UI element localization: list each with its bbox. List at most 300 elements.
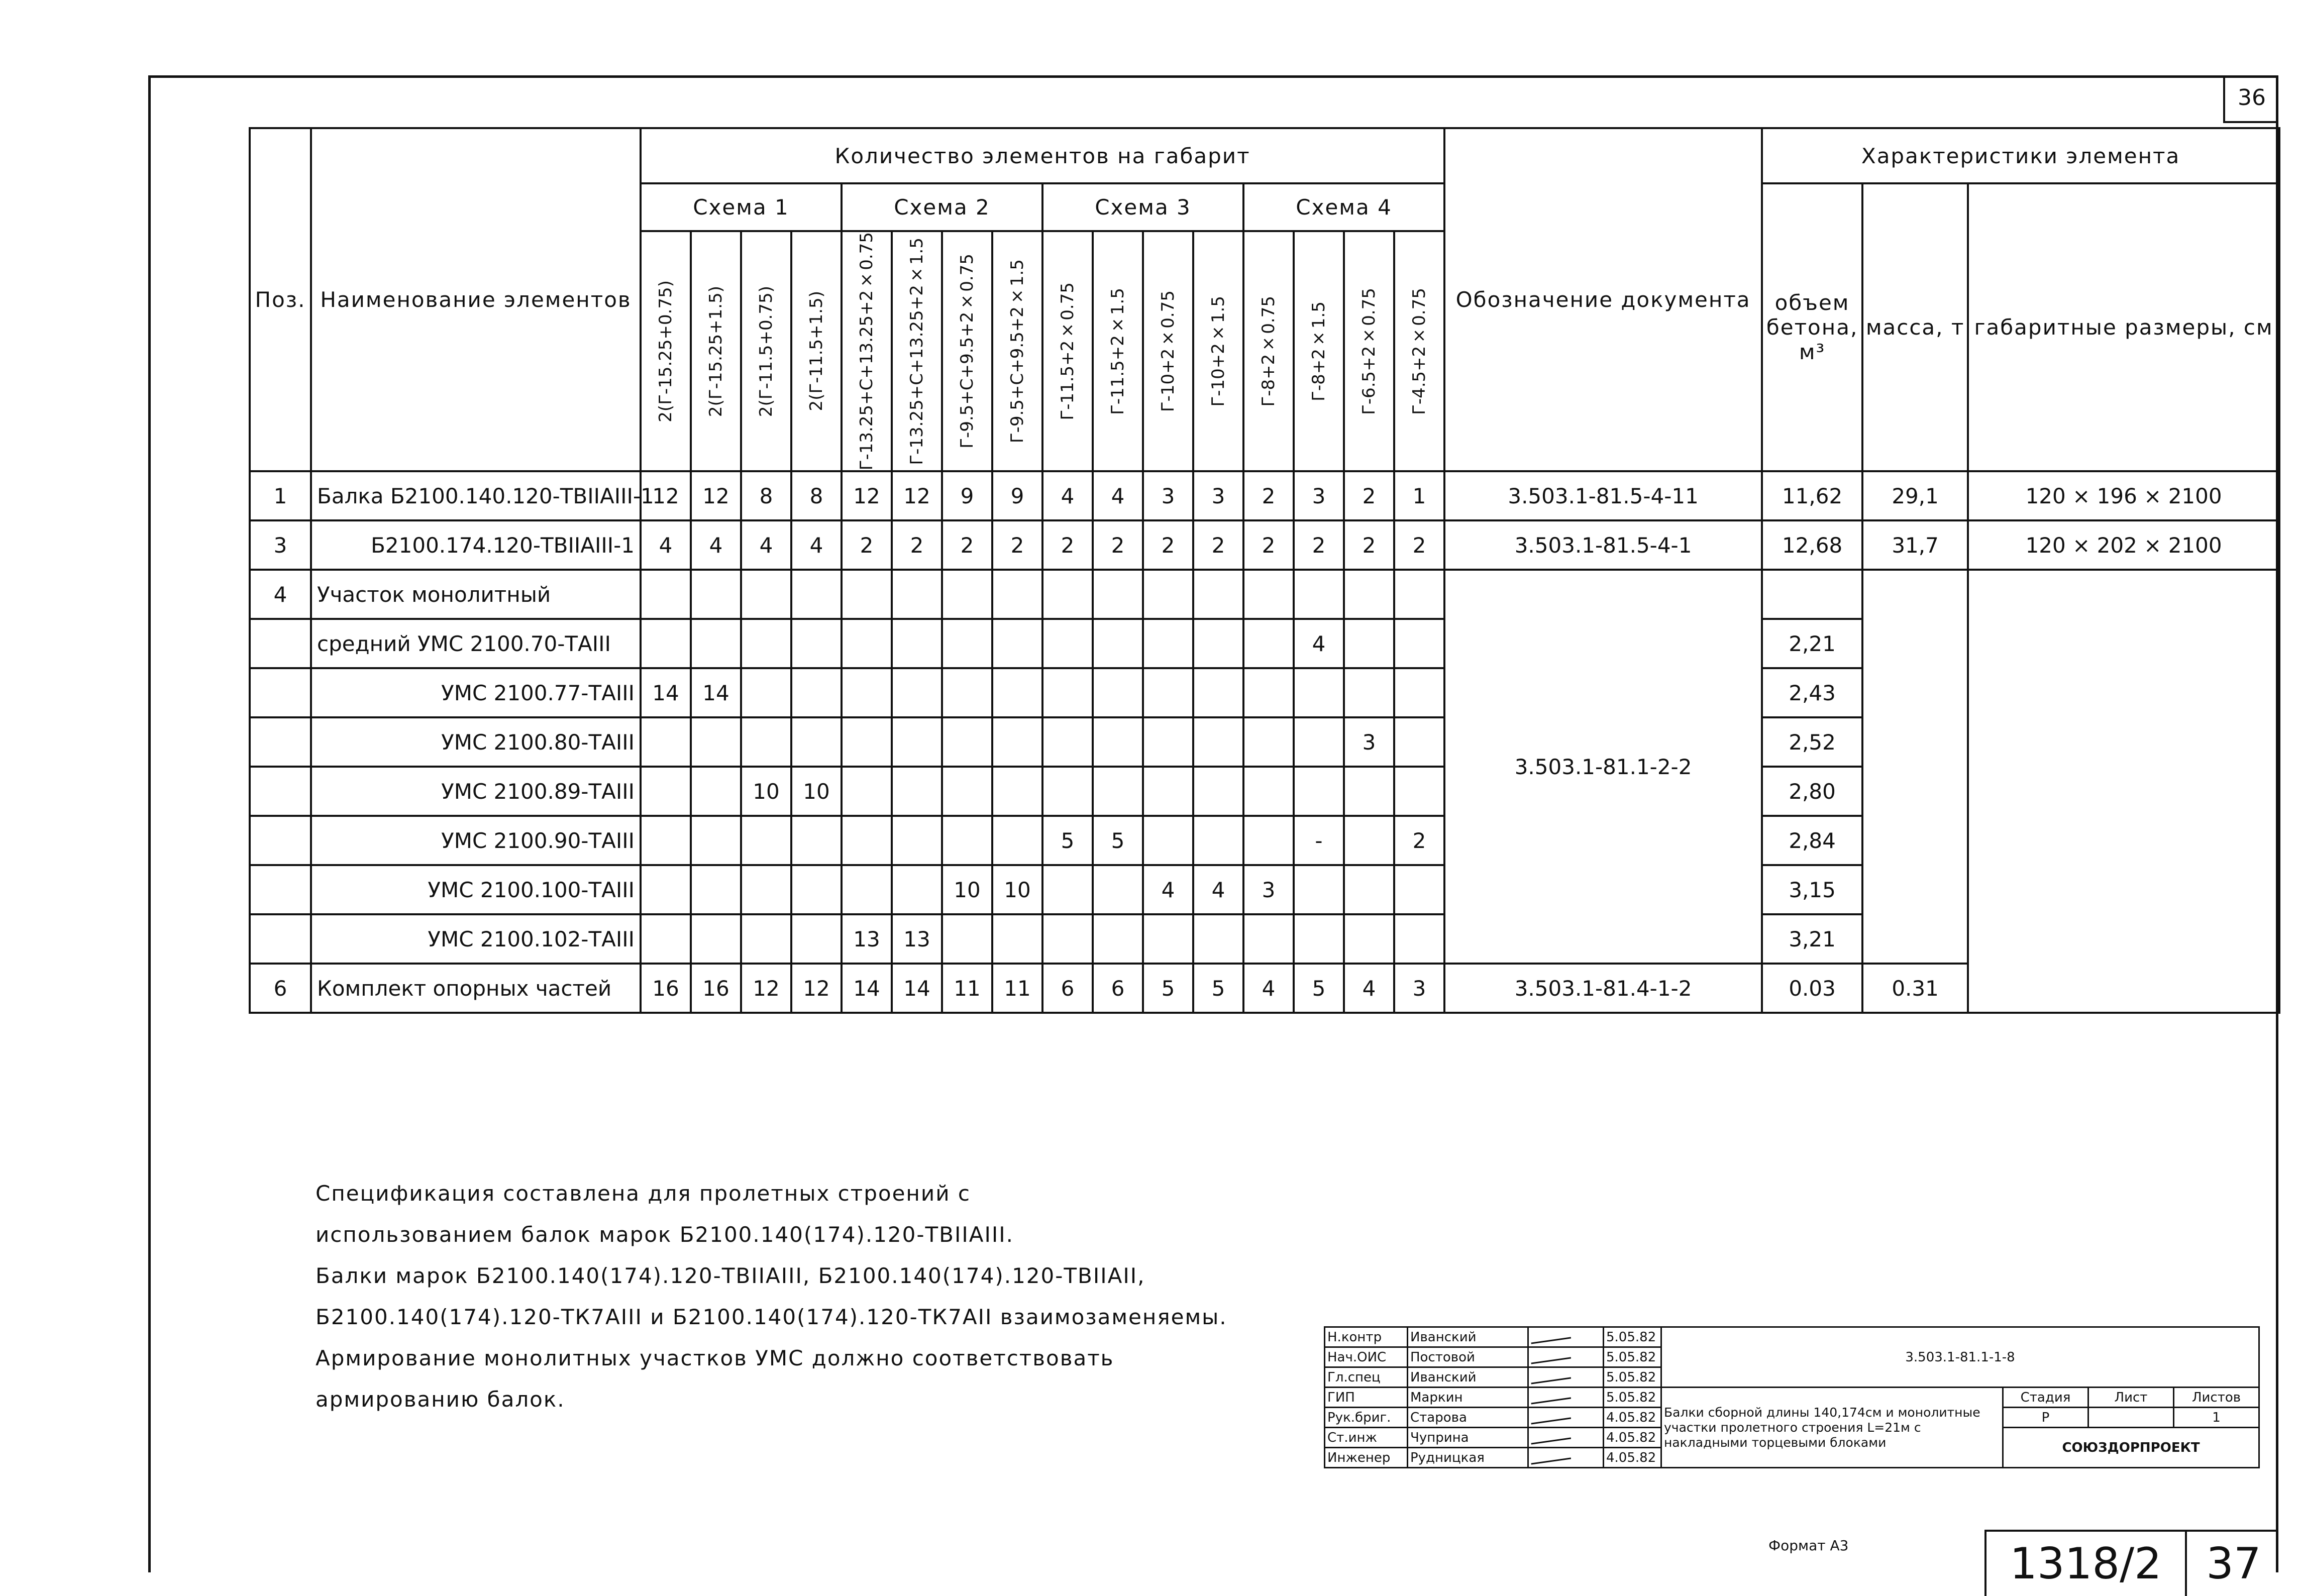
- row-qty: [691, 914, 741, 964]
- row-qty: [1394, 570, 1444, 619]
- row-qty: 6: [1093, 964, 1143, 1013]
- row-qty: [1193, 717, 1243, 767]
- row-qty: [691, 767, 741, 816]
- row-qty: [992, 570, 1042, 619]
- row-qty: [992, 668, 1042, 717]
- row-qty: [1344, 914, 1394, 964]
- header-scheme-4: Схема 4: [1243, 183, 1444, 231]
- row-qty: [741, 865, 791, 914]
- row-qty: [1394, 865, 1444, 914]
- row-qty: 11: [992, 964, 1042, 1013]
- row-qty: 14: [842, 964, 892, 1013]
- header-qty: Количество элементов на габарит: [641, 128, 1444, 183]
- row-qty: [1344, 816, 1394, 865]
- row-qty: [1243, 914, 1294, 964]
- row-pos: [250, 767, 311, 816]
- stamp-person: Маркин: [1408, 1388, 1528, 1408]
- row-mass: 0.31: [1862, 964, 1968, 1013]
- row-qty: 2: [942, 520, 992, 570]
- row-qty: [741, 668, 791, 717]
- row-qty: [791, 816, 842, 865]
- album-number-box: [1984, 1530, 2278, 1596]
- format-label: Формат А3: [1768, 1537, 1849, 1554]
- stamp-signature: [1528, 1347, 1604, 1367]
- signature-stroke: [1531, 1335, 1571, 1344]
- row-qty: [1294, 717, 1344, 767]
- row-name: Участок монолитный: [311, 570, 641, 619]
- row-volume: [1762, 570, 1862, 619]
- row-qty: [641, 914, 691, 964]
- gabarit-header: [641, 231, 691, 471]
- row-qty: 8: [741, 471, 791, 520]
- row-qty: 3: [1294, 471, 1344, 520]
- row-name: УМС 2100.77-ТАIII: [311, 668, 641, 717]
- row-qty: [992, 816, 1042, 865]
- row-qty: 4: [741, 520, 791, 570]
- stamp-role: ГИП: [1325, 1388, 1408, 1408]
- row-qty: [691, 865, 741, 914]
- row-qty: [1193, 668, 1243, 717]
- row-qty: 13: [892, 914, 942, 964]
- row-qty: 4: [1143, 865, 1193, 914]
- row-qty: 14: [691, 668, 741, 717]
- row-qty: 6: [1042, 964, 1093, 1013]
- stamp-sheets: 1: [2174, 1408, 2259, 1428]
- row-qty: [942, 570, 992, 619]
- stamp-person: Постовой: [1408, 1347, 1528, 1367]
- row-qty: 4: [1042, 471, 1093, 520]
- row-qty: [1243, 668, 1294, 717]
- row-name: Б2100.174.120-ТВIIАIII-1: [311, 520, 641, 570]
- row-qty: 2: [842, 520, 892, 570]
- album-number: 1318/2: [1986, 1532, 2187, 1596]
- stamp-person: Иванский: [1408, 1327, 1528, 1347]
- row-qty: 9: [992, 471, 1042, 520]
- row-qty: 5: [1093, 816, 1143, 865]
- row-qty: 2: [1042, 520, 1093, 570]
- gabarit-label: Г-9.5+С+9.5+2×0.75: [957, 254, 977, 449]
- gabarit-label: Г-13.25+С+13.25+2×1.5: [907, 237, 927, 465]
- row-qty: [892, 816, 942, 865]
- row-qty: [1344, 668, 1394, 717]
- stamp-date: 4.05.82: [1604, 1448, 1661, 1468]
- row-qty: 2: [1344, 471, 1394, 520]
- row-qty: [1394, 717, 1444, 767]
- row-qty: [1344, 865, 1394, 914]
- row-qty: [842, 767, 892, 816]
- row-qty: 13: [842, 914, 892, 964]
- row-dims: 120 × 202 × 2100: [1968, 520, 2279, 570]
- row-qty: 8: [791, 471, 842, 520]
- table-row: [250, 471, 2279, 520]
- row-qty: 5: [1193, 964, 1243, 1013]
- stamp-stage-label: Стадия: [2003, 1388, 2088, 1408]
- row-qty: 2: [1143, 520, 1193, 570]
- row-qty: 12: [842, 471, 892, 520]
- gabarit-label: Г-8+2×1.5: [1309, 301, 1329, 401]
- header-mass: масса, т: [1862, 183, 1968, 471]
- row-qty: [992, 717, 1042, 767]
- row-qty: [1042, 717, 1093, 767]
- row-qty: [791, 717, 842, 767]
- row-qty: [1143, 717, 1193, 767]
- row-qty: [641, 570, 691, 619]
- row-qty: [1394, 914, 1444, 964]
- page-number: 37: [2206, 1539, 2261, 1589]
- row-qty: 4: [791, 520, 842, 570]
- row-qty: [741, 570, 791, 619]
- row-qty: 10: [942, 865, 992, 914]
- row-name: УМС 2100.90-ТАIII: [311, 816, 641, 865]
- header-characteristics: Характеристики элемента: [1762, 128, 2279, 183]
- gabarit-label: Г-6.5+2×0.75: [1359, 287, 1379, 415]
- row-qty: 4: [641, 520, 691, 570]
- row-name: средний УМС 2100.70-ТАIII: [311, 619, 641, 668]
- row-qty: [791, 914, 842, 964]
- gabarit-header: [1294, 231, 1344, 471]
- row-qty: [641, 865, 691, 914]
- row-qty: 10: [992, 865, 1042, 914]
- row-volume: 3,15: [1762, 865, 1862, 914]
- row-volume: 2,43: [1762, 668, 1862, 717]
- gabarit-header: [691, 231, 741, 471]
- row-pos: 1: [250, 471, 311, 520]
- gabarit-label: Г-9.5+С+9.5+2×1.5: [1007, 259, 1027, 444]
- row-qty: [691, 816, 741, 865]
- gabarit-header: [892, 231, 942, 471]
- row-volume: 2,80: [1762, 767, 1862, 816]
- row-qty: [1243, 816, 1294, 865]
- note-line: использованием балок марок Б2100.140(174).120-ТВIIАIII.: [316, 1222, 1014, 1247]
- sheet-number-top: 36: [2223, 75, 2278, 123]
- signature-stroke: [1531, 1455, 1571, 1464]
- row-qty: 5: [1294, 964, 1344, 1013]
- gabarit-header: [992, 231, 1042, 471]
- row-qty: [1042, 570, 1093, 619]
- row-qty: [641, 717, 691, 767]
- table-row: [250, 570, 2279, 619]
- gabarit-header: [1042, 231, 1093, 471]
- row-qty: 11: [942, 964, 992, 1013]
- stamp-stage: Р: [2003, 1408, 2088, 1428]
- row-qty: 1: [1394, 471, 1444, 520]
- stamp-date: 5.05.82: [1604, 1327, 1661, 1347]
- row-qty: [1243, 767, 1294, 816]
- row-qty: [1344, 767, 1394, 816]
- row-qty: [741, 717, 791, 767]
- row-qty: 16: [691, 964, 741, 1013]
- row-volume: 11,62: [1762, 471, 1862, 520]
- signature-stroke: [1531, 1355, 1571, 1364]
- row-qty: 2: [1394, 520, 1444, 570]
- row-volume: 3,21: [1762, 914, 1862, 964]
- row-name: УМС 2100.89-ТАIII: [311, 767, 641, 816]
- header-scheme-1: Схема 1: [641, 183, 842, 231]
- row-qty: [1143, 619, 1193, 668]
- stamp-signature: [1528, 1388, 1604, 1408]
- note-line: Армирование монолитных участков УМС должно соответствовать: [316, 1346, 1114, 1370]
- row-qty: [1243, 619, 1294, 668]
- row-qty: [691, 619, 741, 668]
- row-dims: [1968, 570, 2279, 1013]
- row-qty: [1344, 570, 1394, 619]
- row-qty: [1394, 619, 1444, 668]
- row-qty: 12: [892, 471, 942, 520]
- row-qty: 4: [1344, 964, 1394, 1013]
- row-qty: [1193, 816, 1243, 865]
- row-qty: 10: [741, 767, 791, 816]
- row-qty: 10: [791, 767, 842, 816]
- row-doc: 3.503.1-81.5-4-1: [1444, 520, 1762, 570]
- row-qty: [1143, 914, 1193, 964]
- stamp-role: Нач.ОИС: [1325, 1347, 1408, 1367]
- row-qty: 3: [1193, 471, 1243, 520]
- gabarit-label: Г-4.5+2×0.75: [1409, 287, 1430, 415]
- row-qty: 3: [1394, 964, 1444, 1013]
- stamp-date: 5.05.82: [1604, 1367, 1661, 1388]
- stamp-code: 3.503.1-81.1-1-8: [1661, 1327, 2259, 1388]
- stamp-signature: [1528, 1448, 1604, 1468]
- gabarit-label: Г-13.25+С+13.25+2×0.75: [857, 232, 877, 471]
- stamp-sheet-label: Лист: [2088, 1388, 2174, 1408]
- row-mass: 31,7: [1862, 520, 1968, 570]
- row-qty: [791, 668, 842, 717]
- row-qty: [1143, 767, 1193, 816]
- note-line: Балки марок Б2100.140(174).120-ТВIIАIII, Б2100.140(174).120-ТВIIАII,: [316, 1263, 1145, 1288]
- gabarit-label: Г-11.5+2×1.5: [1108, 287, 1128, 415]
- row-qty: 12: [691, 471, 741, 520]
- gabarit-label: Г-10+2×1.5: [1208, 295, 1228, 407]
- gabarit-label: 2(Г-11.5+1.5): [806, 291, 826, 411]
- gabarit-header: [1143, 231, 1193, 471]
- header-scheme-3: Схема 3: [1042, 183, 1243, 231]
- row-qty: [1093, 570, 1143, 619]
- row-qty: [741, 619, 791, 668]
- row-qty: 2: [1243, 520, 1294, 570]
- row-qty: [942, 717, 992, 767]
- header-name: Наименование элементов: [311, 128, 641, 471]
- gabarit-header: [791, 231, 842, 471]
- row-qty: [892, 717, 942, 767]
- gabarit-header: [741, 231, 791, 471]
- stamp-role: Н.контр: [1325, 1327, 1408, 1347]
- row-qty: [1193, 619, 1243, 668]
- row-pos: [250, 914, 311, 964]
- row-mass: [1862, 570, 1968, 964]
- row-pos: [250, 816, 311, 865]
- row-qty: [942, 619, 992, 668]
- signature-stroke: [1531, 1415, 1571, 1424]
- stamp-title: Балки сборной длины 140,174см и монолитные участки пролетного строения L=21м с накладными торцевыми блоками: [1661, 1388, 2003, 1468]
- row-qty: [741, 816, 791, 865]
- header-scheme-2: Схема 2: [842, 183, 1042, 231]
- note-line: армированию балок.: [316, 1387, 565, 1412]
- stamp-role: Инженер: [1325, 1448, 1408, 1468]
- signature-stroke: [1531, 1395, 1571, 1404]
- row-qty: [791, 570, 842, 619]
- gabarit-header: [1344, 231, 1394, 471]
- row-qty: [691, 570, 741, 619]
- stamp-signature: [1528, 1408, 1604, 1428]
- gabarit-header: [1093, 231, 1143, 471]
- row-qty: 4: [1294, 619, 1344, 668]
- gabarit-header: [1243, 231, 1294, 471]
- row-qty: 2: [1243, 471, 1294, 520]
- row-qty: [1093, 619, 1143, 668]
- stamp-sheets-label: Листов: [2174, 1388, 2259, 1408]
- row-qty: [892, 619, 942, 668]
- row-qty: 4: [691, 520, 741, 570]
- stamp-person: Старова: [1408, 1408, 1528, 1428]
- row-qty: [942, 816, 992, 865]
- note-line: Спецификация составлена для пролетных строений с: [316, 1181, 971, 1206]
- row-qty: [992, 914, 1042, 964]
- row-qty: 2: [1193, 520, 1243, 570]
- table-row: [250, 520, 2279, 570]
- gabarit-header: [842, 231, 892, 471]
- note-line: Б2100.140(174).120-ТК7АIII и Б2100.140(174).120-ТК7АII взаимозаменяемы.: [316, 1305, 1227, 1329]
- row-qty: [842, 865, 892, 914]
- stamp-signature: [1528, 1327, 1604, 1347]
- row-qty: [942, 914, 992, 964]
- row-dims: 120 × 196 × 2100: [1968, 471, 2279, 520]
- row-qty: [791, 865, 842, 914]
- row-qty: [641, 767, 691, 816]
- stamp-date: 4.05.82: [1604, 1408, 1661, 1428]
- row-qty: [691, 717, 741, 767]
- row-qty: 9: [942, 471, 992, 520]
- title-block: [1324, 1326, 2260, 1468]
- stamp-date: 4.05.82: [1604, 1428, 1661, 1448]
- row-qty: [1394, 668, 1444, 717]
- row-qty: [1294, 767, 1344, 816]
- row-qty: 5: [1042, 816, 1093, 865]
- row-qty: 2: [1294, 520, 1344, 570]
- row-qty: [892, 668, 942, 717]
- row-qty: [1042, 914, 1093, 964]
- gabarit-label: Г-8+2×0.75: [1259, 295, 1279, 407]
- row-qty: 4: [1193, 865, 1243, 914]
- header-dimensions: габаритные размеры, см: [1968, 183, 2279, 471]
- gabarit-label: Г-11.5+2×0.75: [1058, 282, 1078, 420]
- row-volume: 12,68: [1762, 520, 1862, 570]
- row-qty: [1093, 668, 1143, 717]
- stamp-signature: [1528, 1367, 1604, 1388]
- row-name: Балка Б2100.140.120-ТВIIАIII-1: [311, 471, 641, 520]
- row-qty: [1294, 914, 1344, 964]
- row-qty: [1093, 767, 1143, 816]
- row-qty: [842, 816, 892, 865]
- row-volume: 2,84: [1762, 816, 1862, 865]
- row-qty: [842, 668, 892, 717]
- gabarit-label: 2(Г-11.5+0.75): [756, 285, 776, 417]
- row-qty: [1243, 570, 1294, 619]
- row-volume: 2,52: [1762, 717, 1862, 767]
- row-mass: 29,1: [1862, 471, 1968, 520]
- row-volume: 2,21: [1762, 619, 1862, 668]
- row-qty: 2: [992, 520, 1042, 570]
- row-name: УМС 2100.102-ТАIII: [311, 914, 641, 964]
- row-qty: [1093, 914, 1143, 964]
- row-qty: [992, 619, 1042, 668]
- row-pos: [250, 865, 311, 914]
- gabarit-header: [1394, 231, 1444, 471]
- row-qty: [1143, 570, 1193, 619]
- stamp-person: Рудницкая: [1408, 1448, 1528, 1468]
- row-qty: 4: [1243, 964, 1294, 1013]
- stamp-person: Иванский: [1408, 1367, 1528, 1388]
- row-qty: [1294, 570, 1344, 619]
- header-volume: объем бетона, м³: [1762, 183, 1862, 471]
- stamp-role: Рук.бриг.: [1325, 1408, 1408, 1428]
- gabarit-header: [1193, 231, 1243, 471]
- row-qty: [842, 570, 892, 619]
- row-qty: 3: [1344, 717, 1394, 767]
- row-qty: [842, 619, 892, 668]
- row-qty: 12: [741, 964, 791, 1013]
- gabarit-label: 2(Г-15.25+1.5): [706, 285, 726, 417]
- row-qty: [641, 619, 691, 668]
- row-pos: 4: [250, 570, 311, 619]
- signature-stroke: [1531, 1435, 1571, 1444]
- row-qty: 3: [1243, 865, 1294, 914]
- row-pos: [250, 619, 311, 668]
- row-doc: 3.503.1-81.5-4-11: [1444, 471, 1762, 520]
- stamp-organization: СОЮЗДОРПРОЕКТ: [2003, 1428, 2259, 1468]
- row-qty: [1193, 767, 1243, 816]
- row-pos: [250, 717, 311, 767]
- row-qty: 5: [1143, 964, 1193, 1013]
- row-qty: [1394, 767, 1444, 816]
- row-qty: 2: [892, 520, 942, 570]
- gabarit-label: Г-10+2×0.75: [1158, 290, 1178, 412]
- gabarit-header: [942, 231, 992, 471]
- row-qty: 2: [1394, 816, 1444, 865]
- row-qty: 2: [1093, 520, 1143, 570]
- row-qty: 12: [641, 471, 691, 520]
- row-qty: [1193, 914, 1243, 964]
- stamp-date: 5.05.82: [1604, 1347, 1661, 1367]
- row-qty: [942, 668, 992, 717]
- row-qty: 16: [641, 964, 691, 1013]
- stamp-sheet: [2088, 1408, 2174, 1428]
- row-qty: [741, 914, 791, 964]
- row-pos: 6: [250, 964, 311, 1013]
- row-qty: [1193, 570, 1243, 619]
- row-qty: [1294, 668, 1344, 717]
- row-qty: 12: [791, 964, 842, 1013]
- row-qty: [1093, 717, 1143, 767]
- row-qty: [892, 570, 942, 619]
- gabarit-label: 2(Г-15.25+0.75): [656, 280, 676, 422]
- stamp-role: Ст.инж: [1325, 1428, 1408, 1448]
- row-volume: 0.03: [1762, 964, 1862, 1013]
- row-qty: [1093, 865, 1143, 914]
- row-qty: [1344, 619, 1394, 668]
- row-name: УМС 2100.80-ТАIII: [311, 717, 641, 767]
- row-doc: 3.503.1-81.1-2-2: [1444, 570, 1762, 964]
- row-qty: 4: [1093, 471, 1143, 520]
- row-qty: [892, 767, 942, 816]
- row-qty: 14: [892, 964, 942, 1013]
- row-qty: [791, 619, 842, 668]
- row-qty: [892, 865, 942, 914]
- header-pos: Поз.: [250, 128, 311, 471]
- row-doc: 3.503.1-81.4-1-2: [1444, 964, 1762, 1013]
- header-designation: Обозначение документа: [1444, 128, 1762, 471]
- signature-stroke: [1531, 1375, 1571, 1384]
- row-qty: 14: [641, 668, 691, 717]
